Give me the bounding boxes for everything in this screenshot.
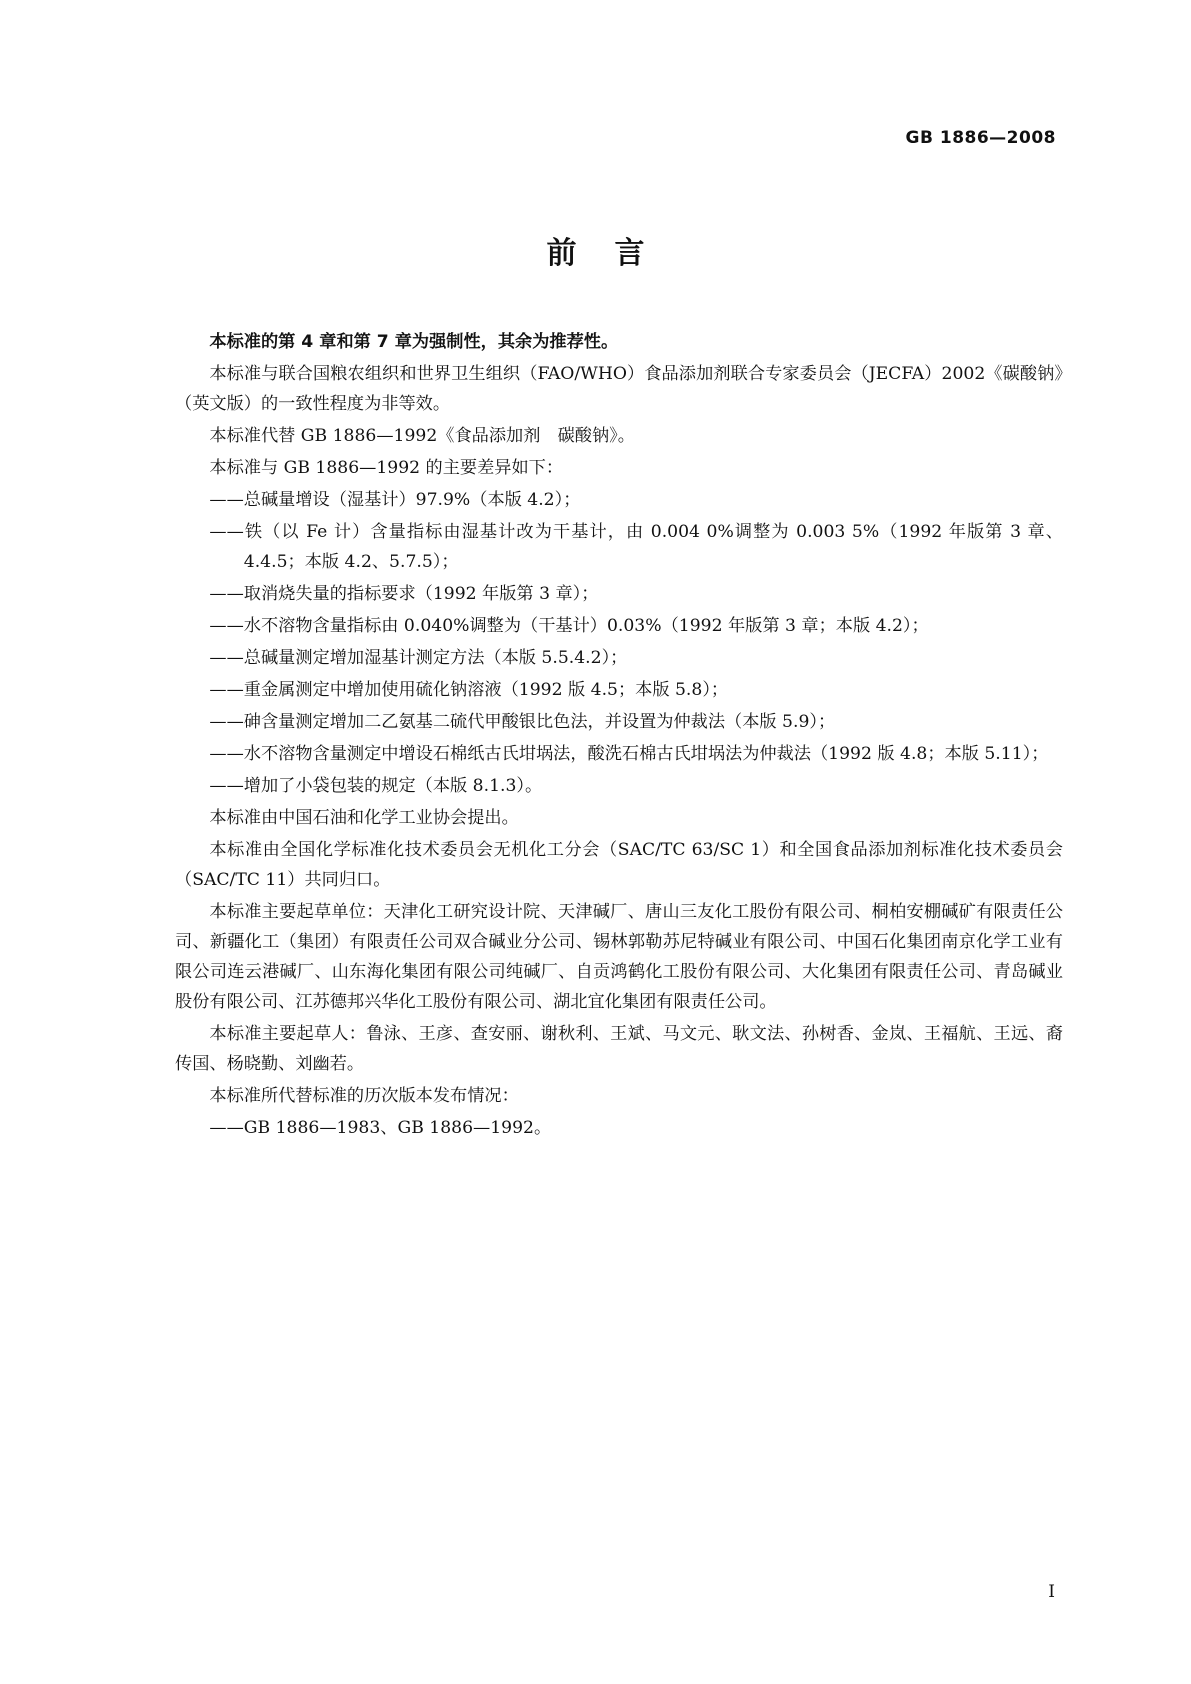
difference-item: ——水不溶物含量指标由 0.040%调整为（干基计）0.03%（1992 年版第 3 章；本版 4.2）； <box>209 616 929 636</box>
drafting-units: 本标准主要起草单位：天津化工研究设计院、天津碱厂、唐山三友化工股份有限公司、桐柏安棚碱矿有限责任公司、新疆化工（集团）有限责任公司双合碱业分公司、锡林郭勒苏尼特碱业有限公司、中国石化集团南京化学工业有限公司连云港碱厂、山东海化集团有限公司纯碱厂、自贡鸿鹤化工股份有限公司、大化集团有限责任公司、青岛碱业股份有限公司、江苏德邦兴华化工股份有限公司、湖北宜化集团有限责任公司。 <box>175 902 1063 1012</box>
mandatory-statement: 本标准的第 4 章和第 7 章为强制性，其余为推荐性。 <box>209 332 619 352</box>
page-title: 前言 <box>546 236 683 271</box>
difference-item: ——取消烧失量的指标要求（1992 年版第 3 章）； <box>209 584 599 604</box>
proposed-by: 本标准由中国石油和化学工业协会提出。 <box>209 808 519 828</box>
difference-item: ——砷含量测定增加二乙氨基二硫代甲酸银比色法，并设置为仲裁法（本版 5.9）； <box>209 712 836 732</box>
replaces-statement: 本标准代替 GB 1886—1992《食品添加剂 碳酸钠》。 <box>209 426 635 446</box>
standard-code: GB 1886—2008 <box>905 128 1056 148</box>
differences-intro: 本标准与 GB 1886—1992 的主要差异如下： <box>209 458 564 478</box>
difference-item: ——铁（以 Fe 计）含量指标由湿基计改为干基计，由 0.004 0%调整为 0.003 5%（1992 年版第 3 章、4.4.5；本版 4.2、5.7.5）； <box>209 522 1063 572</box>
consistency-statement: 本标准与联合国粮农组织和世界卫生组织（FAO/WHO）食品添加剂联合专家委员会（JECFA）2002《碳酸钠》（英文版）的一致性程度为非等效。 <box>175 364 1063 414</box>
difference-item: ——水不溶物含量测定中增设石棉纸古氏坩埚法，酸洗石棉古氏坩埚法为仲裁法（1992 版 4.8；本版 5.11）； <box>209 744 1049 764</box>
difference-item: ——总碱量测定增加湿基计测定方法（本版 5.5.4.2）； <box>209 648 628 668</box>
page-number: I <box>1048 1582 1055 1602</box>
history-item: ——GB 1886—1983、GB 1886—1992。 <box>209 1118 552 1138</box>
difference-item: ——总碱量增设（湿基计）97.9%（本版 4.2）； <box>209 490 581 510</box>
history-intro: 本标准所代替标准的历次版本发布情况： <box>209 1086 519 1106</box>
difference-item: ——增加了小袋包装的规定（本版 8.1.3）。 <box>209 776 543 796</box>
centralized-by: 本标准由全国化学标准化技术委员会无机化工分会（SAC/TC 63/SC 1）和全国食品添加剂标准化技术委员会（SAC/TC 11）共同归口。 <box>175 840 1063 890</box>
foreword-body <box>175 327 1063 1145</box>
difference-item: ——重金属测定中增加使用硫化钠溶液（1992 版 4.5；本版 5.8）； <box>209 680 729 700</box>
drafters: 本标准主要起草人：鲁泳、王彦、查安丽、谢秋利、王斌、马文元、耿文法、孙树香、金岚、王福航、王远、裔传国、杨晓勤、刘幽若。 <box>175 1024 1063 1074</box>
